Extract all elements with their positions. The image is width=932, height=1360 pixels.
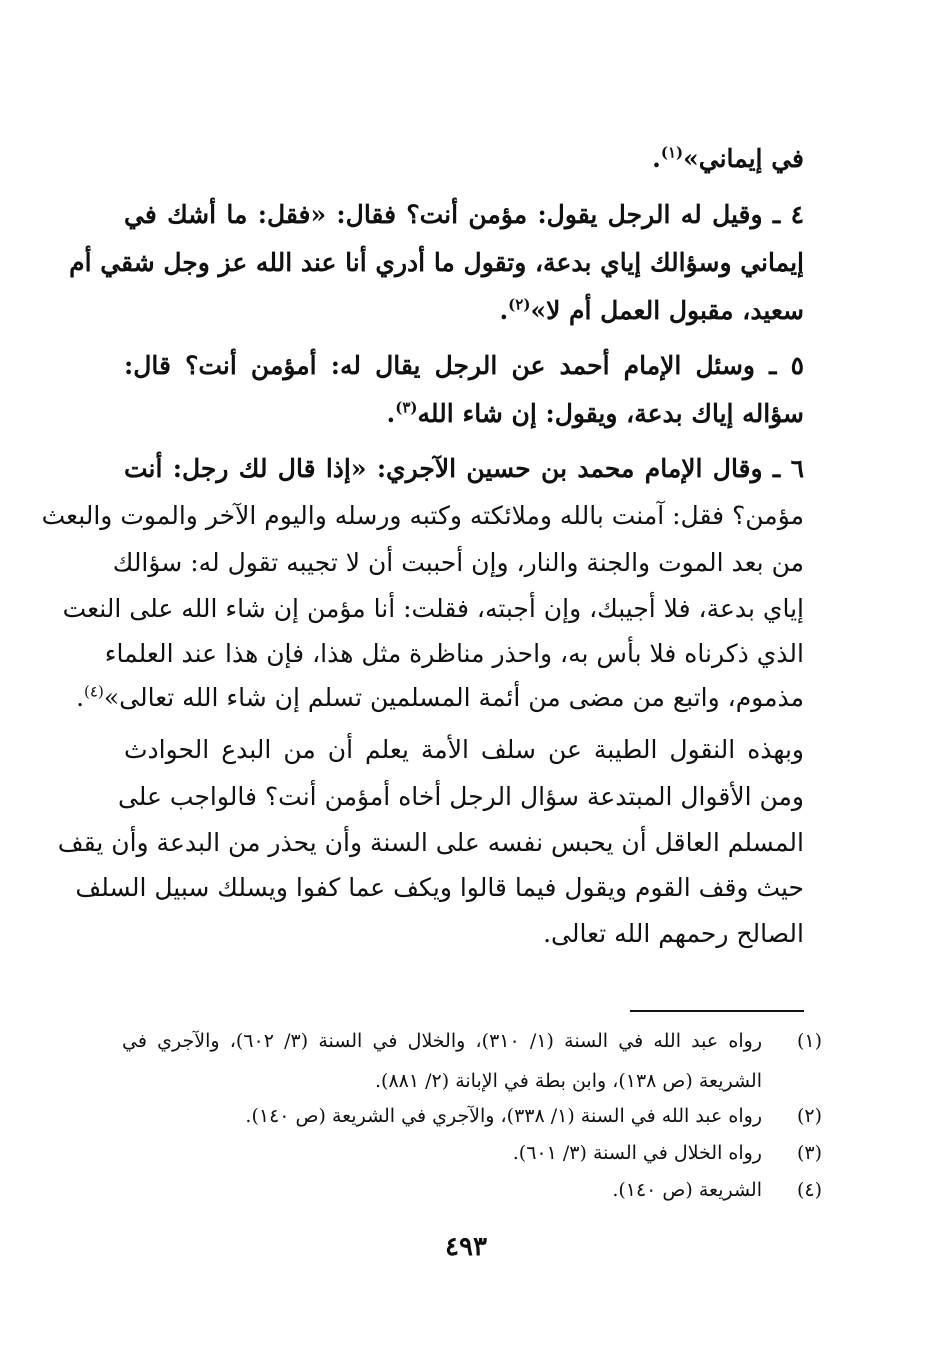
footnote-text: رواه الخلال في السنة (٣/ ٦٠١). [512, 1142, 762, 1164]
footnote-text: رواه عبد الله في السنة (١/ ٣٣٨)، والآجري في الشريعة (ص ١٤٠). [245, 1105, 762, 1127]
line-text: إياي بدعة، فلا أجيبك، وإن أجبته، فقلت: أنا مؤمن إن شاء الله على النعت [62, 594, 804, 623]
footnote-ref: (١) [660, 143, 684, 162]
line-text: وبهذه النقول الطيبة عن سلف الأمة يعلم أن من البدع الحوادث [124, 735, 804, 764]
footnote-ref: (٢) [508, 295, 531, 314]
text-line [124, 449, 804, 489]
line-end: . [652, 144, 661, 173]
line-text: مذموم، واتبع من مضى من أئمة المسلمين تسلم إن شاء الله تعالى» [103, 683, 804, 712]
line-text: المسلم العاقل أن يحبس نفسه على السنة وأن يحذر من البدعة وأن يقف [57, 828, 804, 857]
text-line [124, 394, 804, 434]
line-text: مؤمن؟ فقل: آمنت بالله وملائكته وكتبه ورسله واليوم الآخر والموت والبعث [41, 501, 804, 530]
line-text: الذي ذكرناه فلا بأس به، واحذر مناظرة مثل هذا، فإن هذا عند العلماء [104, 639, 804, 668]
footnote-number: (٣) [796, 1142, 822, 1164]
text-line [41, 496, 804, 536]
line-text: من بعد الموت والجنة والنار، وإن أحببت أن لا تجيبه تقول له: سؤالك [112, 548, 804, 577]
text-line [117, 777, 804, 817]
footnote-divider [630, 1010, 804, 1012]
footnote-text: الشريعة (ص ١٤٠). [612, 1179, 762, 1201]
footnote-number: (١) [796, 1030, 822, 1052]
text-line [124, 346, 804, 386]
footnote-text: رواه عبد الله في السنة (١/ ٣١٠)، والخلال في السنة (٣/ ٦٠٢)، والآجري في [122, 1030, 763, 1052]
line-text: ٥ ـ وسئل الإمام أحمد عن الرجل يقال له: أمؤمن أنت؟ قال: [124, 351, 804, 380]
text-line [76, 678, 804, 718]
text-line [124, 914, 804, 954]
line-end: . [386, 399, 396, 428]
text-line [124, 291, 804, 331]
footnote-number: (٢) [796, 1105, 822, 1127]
line-text: ٦ ـ وقال الإمام محمد بن حسين الآجري: «إذا قال لك رجل: أنت [124, 454, 804, 483]
text-line [124, 730, 804, 770]
line-text: في إيماني» [683, 144, 804, 173]
line-text: ومن الأقوال المبتدعة سؤال الرجل أخاه أمؤمن أنت؟ فالواجب على [117, 782, 804, 811]
text-line [57, 823, 804, 863]
line-text: سعيد، مقبول العمل أم لا» [530, 296, 804, 325]
line-text: ٤ ـ وقيل له الرجل يقول: مؤمن أنت؟ فقال: «فقل: ما أشك في [124, 200, 804, 229]
footnote-ref: (٤) [84, 682, 104, 701]
text-line [124, 139, 804, 179]
footnote-text: الشريعة (ص ١٣٨)، وابن بطة في الإبانة (٢/ ٨٨١). [375, 1070, 762, 1092]
text-line [75, 868, 804, 908]
line-end: . [76, 683, 85, 712]
line-end: . [499, 296, 509, 325]
text-line [69, 243, 804, 283]
line-text: الصالح رحمهم الله تعالى. [543, 919, 804, 948]
text-line [104, 634, 804, 674]
line-text: سؤاله إياك بدعة، ويقول: إن شاء الله [417, 399, 804, 428]
page-number: ٤٩٣ [445, 1232, 487, 1262]
line-text: إيماني وسؤالك إياي بدعة، وتقول ما أدري أنا عند الله عز وجل شقي أم [69, 248, 804, 277]
footnote-ref: (٣) [395, 398, 418, 417]
text-line [124, 195, 804, 235]
text-line [62, 589, 804, 629]
text-line [112, 543, 804, 583]
footnote-number: (٤) [796, 1179, 822, 1201]
line-text: حيث وقف القوم ويقول فيما قالوا ويكف عما كفوا ويسلك سبيل السلف [75, 873, 804, 902]
